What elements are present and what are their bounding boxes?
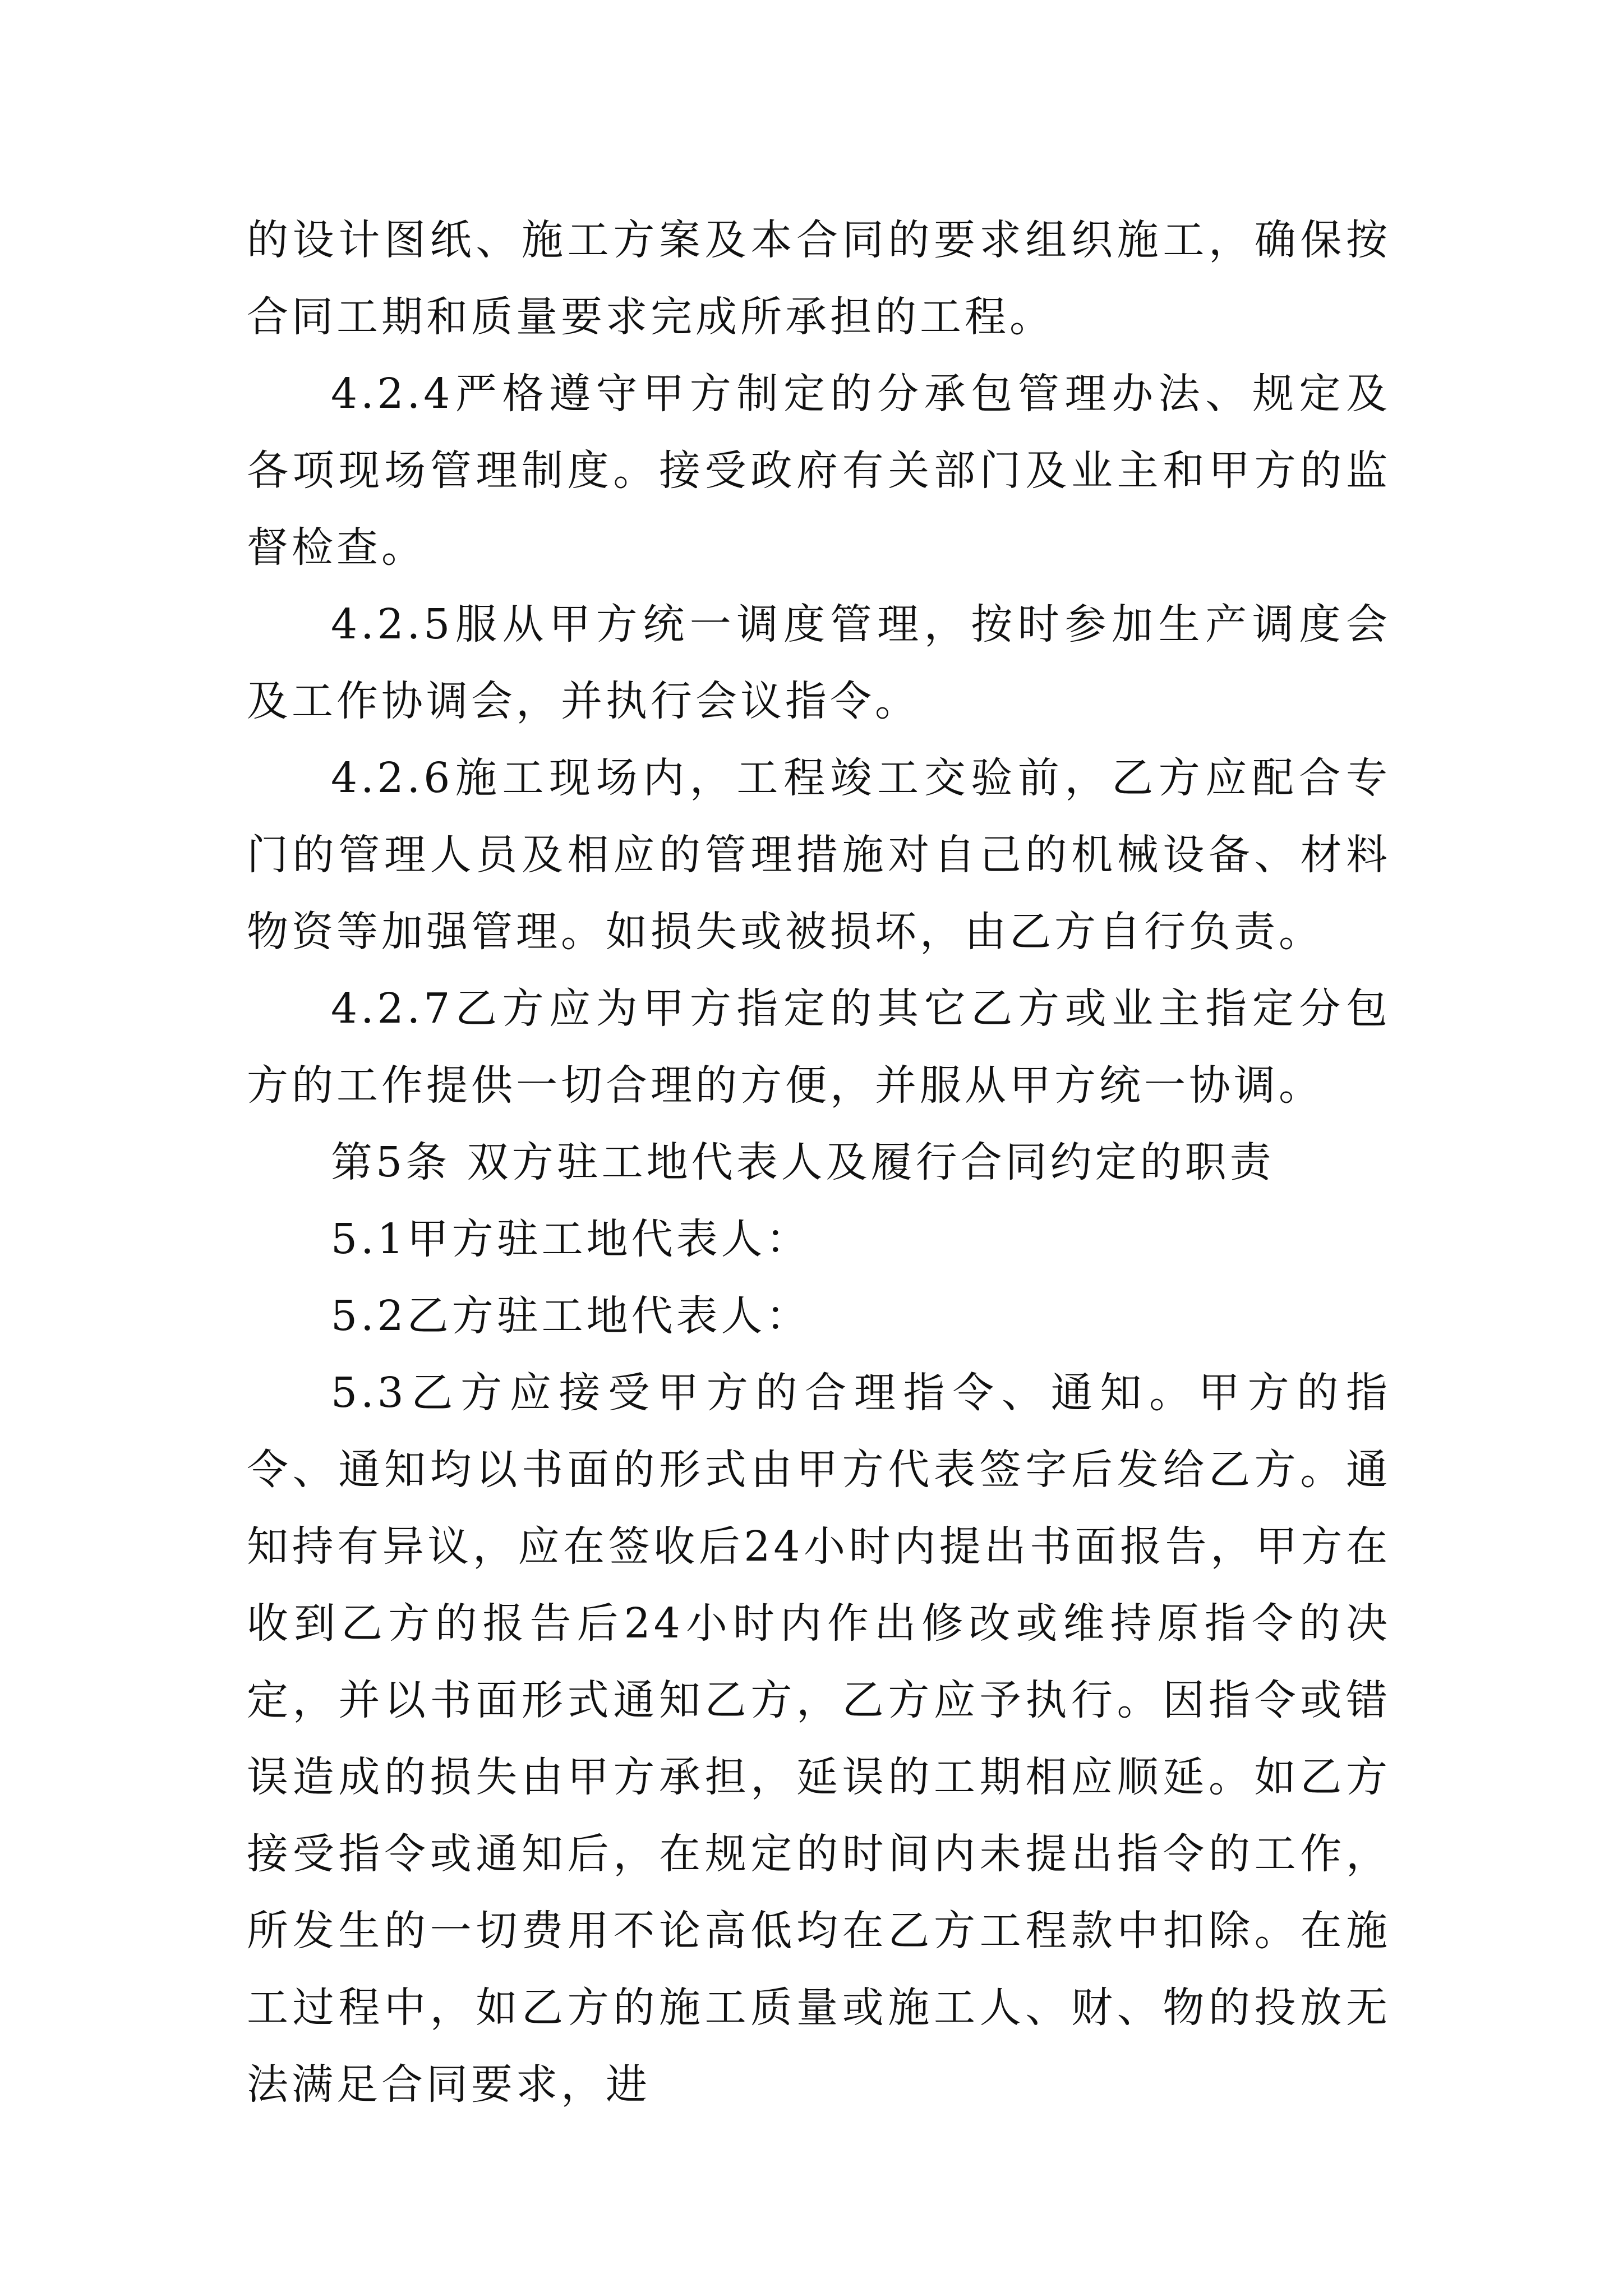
- paragraph-5-3: 5.3乙方应接受甲方的合理指令、通知。甲方的指令、通知均以书面的形式由甲方代表签字后发给乙方。通知持有异议，应在签收后24小时内提出书面报告，甲方在收到乙方的报告后24小时内作出修改或维持原指令的决定，并以书面形式通知乙方，乙方应予执行。因指令或错误造成的损失由甲方承担，延误的工期相应顺延。如乙方接受指令或通知后，在规定的时间内未提出指令的工作，所发生的一切费用不论高低均在乙方工程款中扣除。在施工过程中，如乙方的施工质量或施工人、财、物的投放无法满足合同要求，进: [247, 1369, 1391, 2109]
- paragraph-5-1: 5.1甲方驻工地代表人：: [331, 1215, 811, 1263]
- paragraph-4-2-5: 4.2.5服从甲方统一调度管理，按时参加生产调度会及工作协调会，并执行会议指令。: [247, 600, 1391, 725]
- document-body: [247, 202, 1391, 2123]
- paragraph-4-2-4: 4.2.4严格遵守甲方制定的分承包管理办法、规定及各项现场管理制度。接受政府有关部门及业主和甲方的监督检查。: [247, 370, 1391, 572]
- paragraph-4-2-6: 4.2.6施工现场内，工程竣工交验前，乙方应配合专门的管理人员及相应的管理措施对自己的机械设备、材料物资等加强管理。如损失或被损坏，由乙方自行负责。: [247, 754, 1391, 956]
- paragraph-design-drawings: 的设计图纸、施工方案及本合同的要求组织施工，确保按合同工期和质量要求完成所承担的工程。: [247, 216, 1391, 341]
- article-5-heading: 第5条 双方驻工地代表人及履行合同约定的职责: [331, 1138, 1275, 1186]
- paragraph-5-2: 5.2乙方驻工地代表人：: [331, 1292, 811, 1340]
- paragraph-4-2-7: 4.2.7乙方应为甲方指定的其它乙方或业主指定分包方的工作提供一切合理的方便，并服从甲方统一协调。: [247, 984, 1391, 1110]
